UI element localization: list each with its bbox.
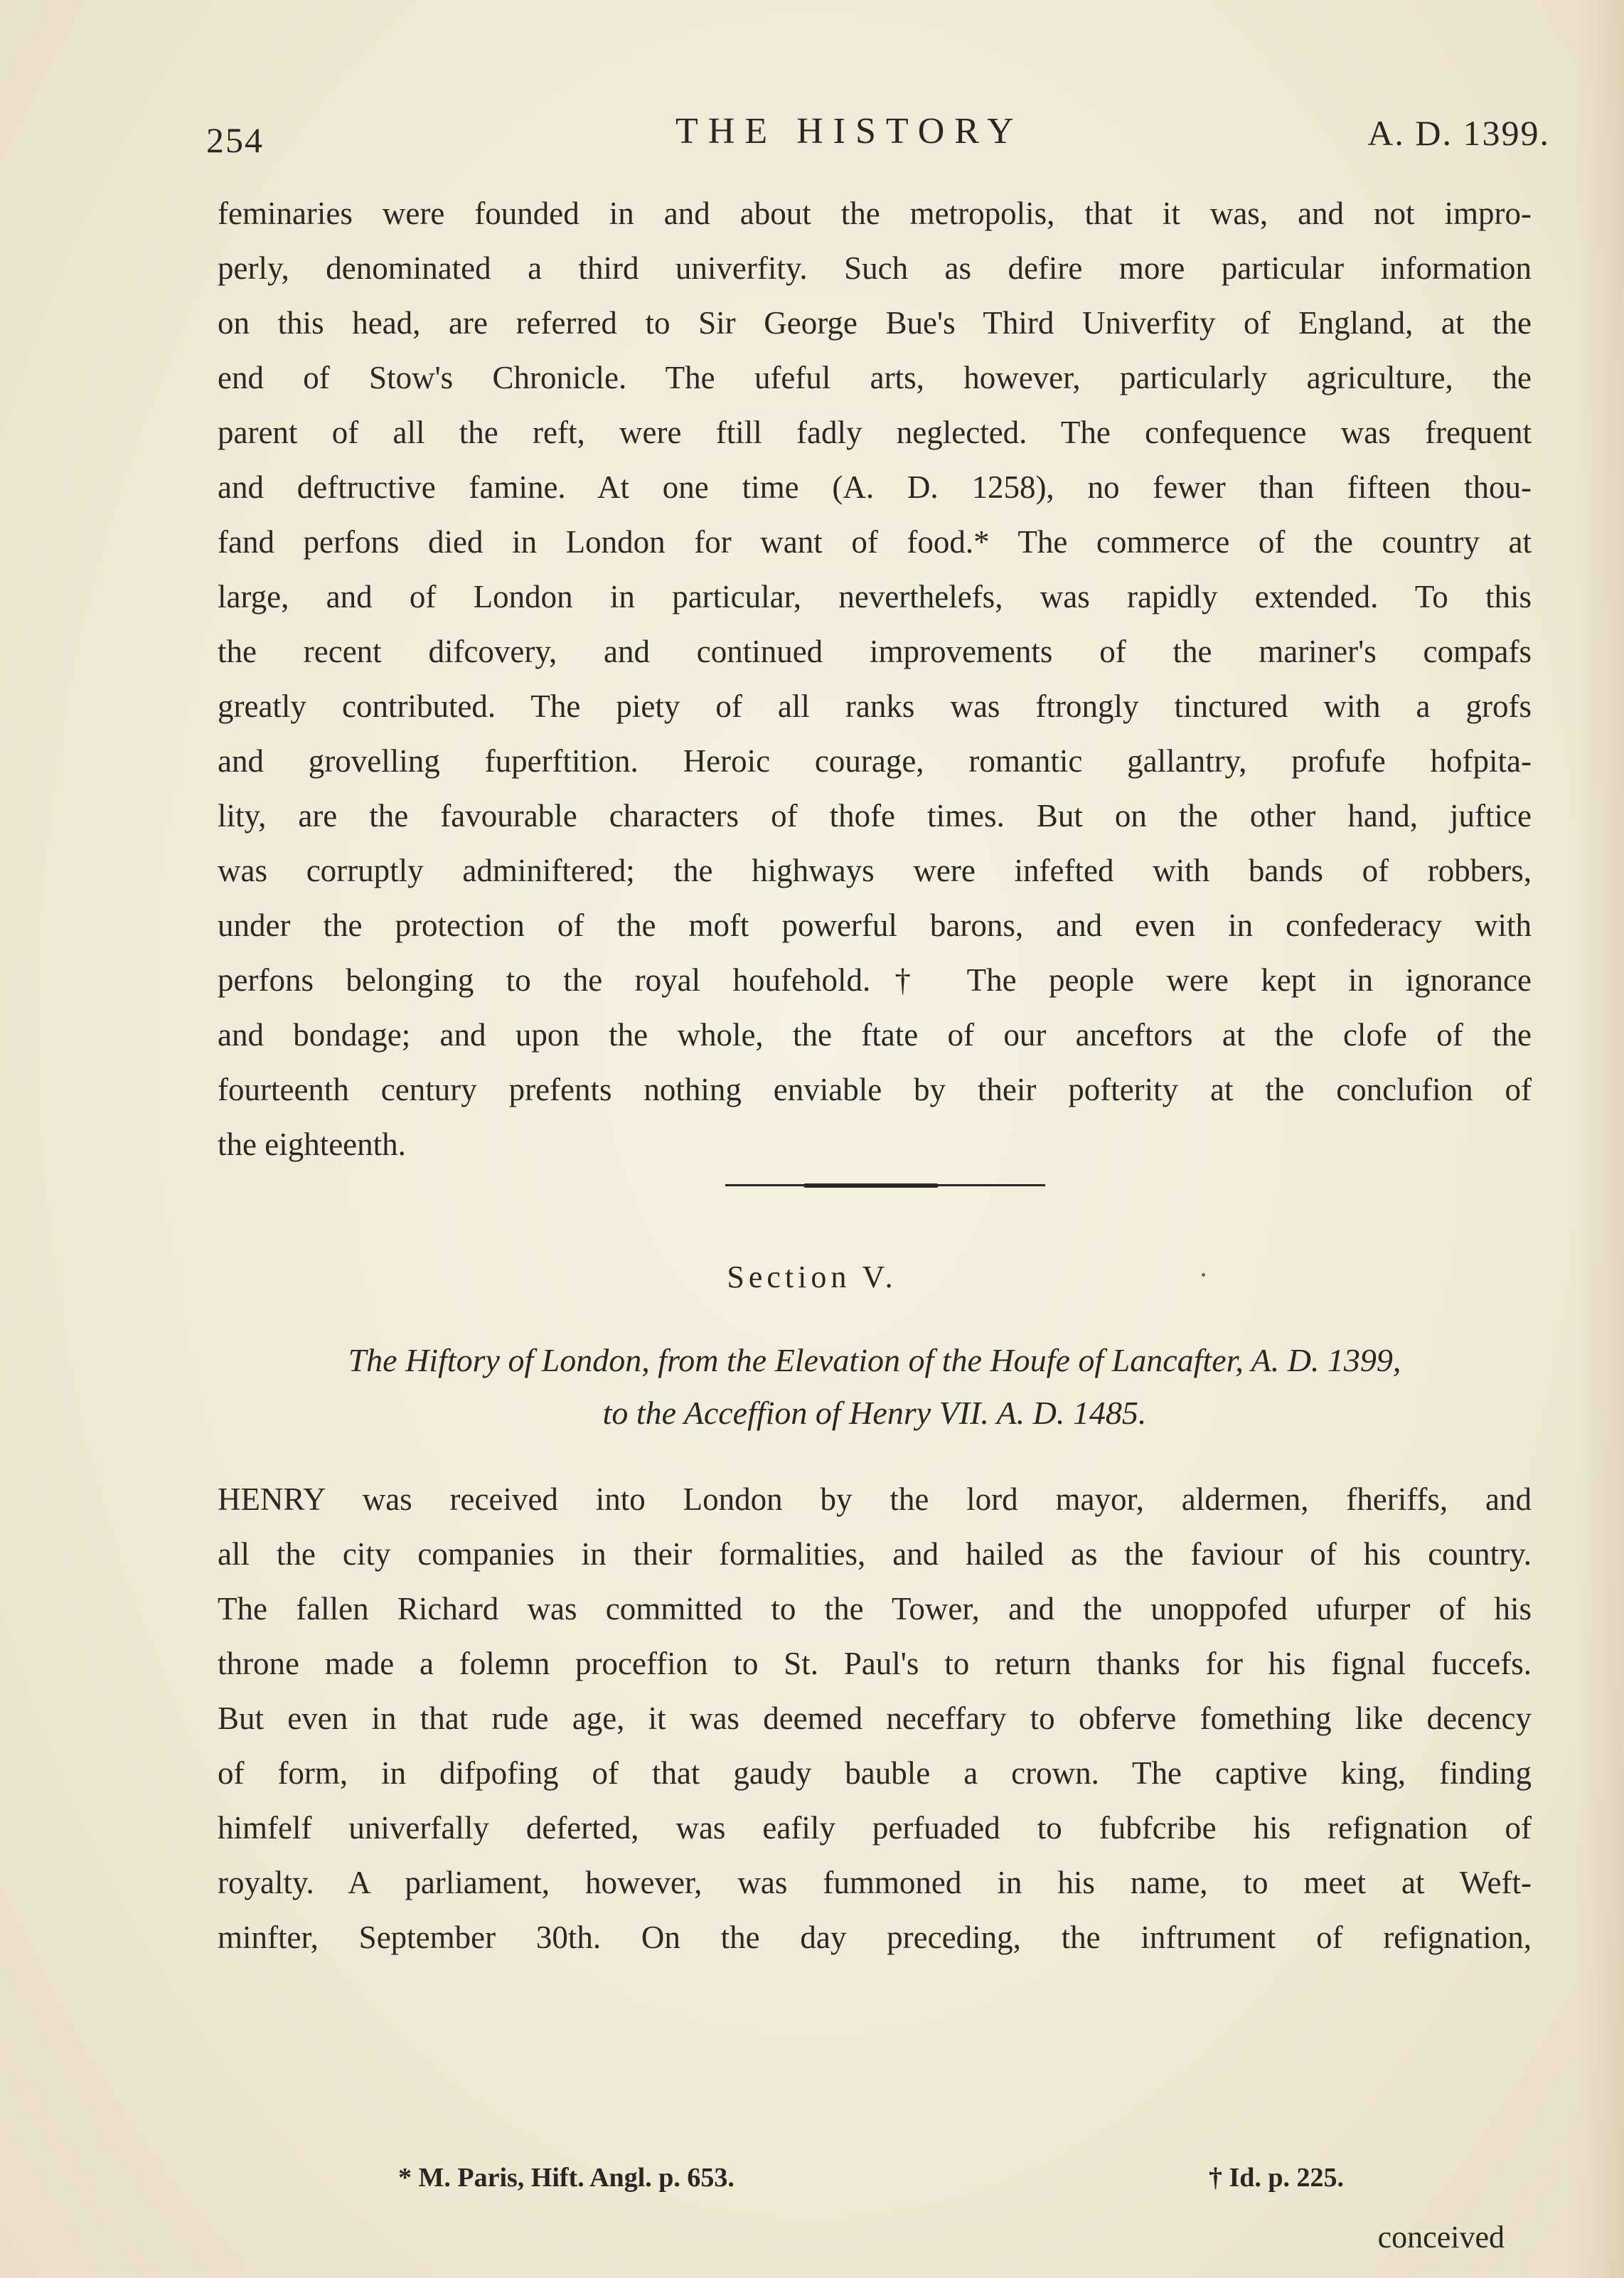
text-line: end of Stow's Chronicle. The ufeful arts, however, particularly agriculture, the <box>218 360 1532 395</box>
text-line: But even in that rude age, it was deemed neceffary to obferve fomething like decency <box>218 1700 1532 1736</box>
footnote-2: † Id. p. 225. <box>1209 2163 1345 2193</box>
section-subtitle-line-2: to the Acceffion of Henry VII. A. D. 1485. <box>602 1395 1147 1431</box>
text-line: fand perfons died in London for want of food.* The commerce of the country at <box>218 524 1532 560</box>
text-line: the recent difcovery, and continued improvements of the mariner's compafs <box>218 634 1532 669</box>
text-line: under the protection of the moft powerful barons, and even in confederacy with <box>218 908 1532 943</box>
running-header <box>206 107 1550 164</box>
page-edge-shadow <box>1574 0 1624 2278</box>
text-line: of form, in difpofing of that gaudy bauble a crown. The captive king, finding <box>218 1755 1532 1791</box>
ink-speck <box>1202 1273 1205 1277</box>
text-line: and bondage; and upon the whole, the ftate of our anceftors at the clofe of the <box>218 1017 1532 1053</box>
text-line: and deftructive famine. At one time (A. D. 1258), no fewer than fifteen thou- <box>218 469 1532 505</box>
section-subtitle-line-1: The Hiftory of London, from the Elevation of the Houfe of Lancafter, A. D. 1399, <box>348 1342 1401 1378</box>
text-line: himfelf univerfally deferted, was eafily perfuaded to fubfcribe his refignation of <box>218 1810 1532 1846</box>
text-line: perly, denominated a third univerfity. Such as defire more particular information <box>218 250 1532 286</box>
text-line: royalty. A parliament, however, was fummoned in his name, to meet at Weft- <box>218 1865 1532 1900</box>
paragraph-1 <box>218 186 1532 1172</box>
paragraph-2 <box>218 1472 1532 1965</box>
text-line: large, and of London in particular, neverthelefs, was rapidly extended. To this <box>218 579 1532 614</box>
text-line: greatly contributed. The piety of all ranks was ftrongly tinctured with a grofs <box>218 688 1532 724</box>
footnote-1: * M. Paris, Hift. Angl. p. 653. <box>398 2163 734 2193</box>
text-line: fourteenth century prefents nothing enviable by their pofterity at the conclufion of <box>218 1072 1532 1107</box>
section-divider-rule <box>725 1183 1045 1188</box>
running-title: THE HISTORY <box>675 111 1024 151</box>
section-heading: Section V. <box>727 1260 897 1294</box>
text-line: the eighteenth. <box>218 1127 406 1162</box>
text-line: perfons belonging to the royal houfehold.† The people were kept in ignorance <box>218 962 1532 998</box>
page-number: 254 <box>206 120 264 160</box>
text-line: lity, are the favourable characters of thofe times. But on the other hand, juftice <box>218 798 1532 834</box>
divider-thick-line <box>803 1183 939 1188</box>
text-line: parent of all the reft, were ftill fadly neglected. The confequence was frequent <box>218 415 1532 450</box>
text-line: throne made a folemn proceffion to St. Paul's to return thanks for his fignal fuccefs. <box>218 1646 1532 1681</box>
text-line: feminaries were founded in and about the metropolis, that it was, and not impro- <box>218 196 1532 231</box>
header-year: A. D. 1399. <box>1367 113 1550 153</box>
text-line: HENRY was received into London by the lord mayor, aldermen, fheriffs, and <box>218 1481 1532 1517</box>
catchword: conceived <box>1377 2220 1505 2255</box>
text-line: on this head, are referred to Sir George Bue's Third Univerfity of England, at the <box>218 305 1532 341</box>
text-line: was corruptly adminiftered; the highways were infefted with bands of robbers, <box>218 853 1532 888</box>
text-line: minfter, September 30th. On the day preceding, the inftrument of refignation, <box>218 1920 1532 1955</box>
text-line: all the city companies in their formalities, and hailed as the faviour of his country. <box>218 1536 1532 1572</box>
text-line: and grovelling fuperftition. Heroic courage, romantic gallantry, profufe hofpita- <box>218 743 1532 779</box>
text-line: The fallen Richard was committed to the Tower, and the unoppofed ufurper of his <box>218 1591 1532 1627</box>
